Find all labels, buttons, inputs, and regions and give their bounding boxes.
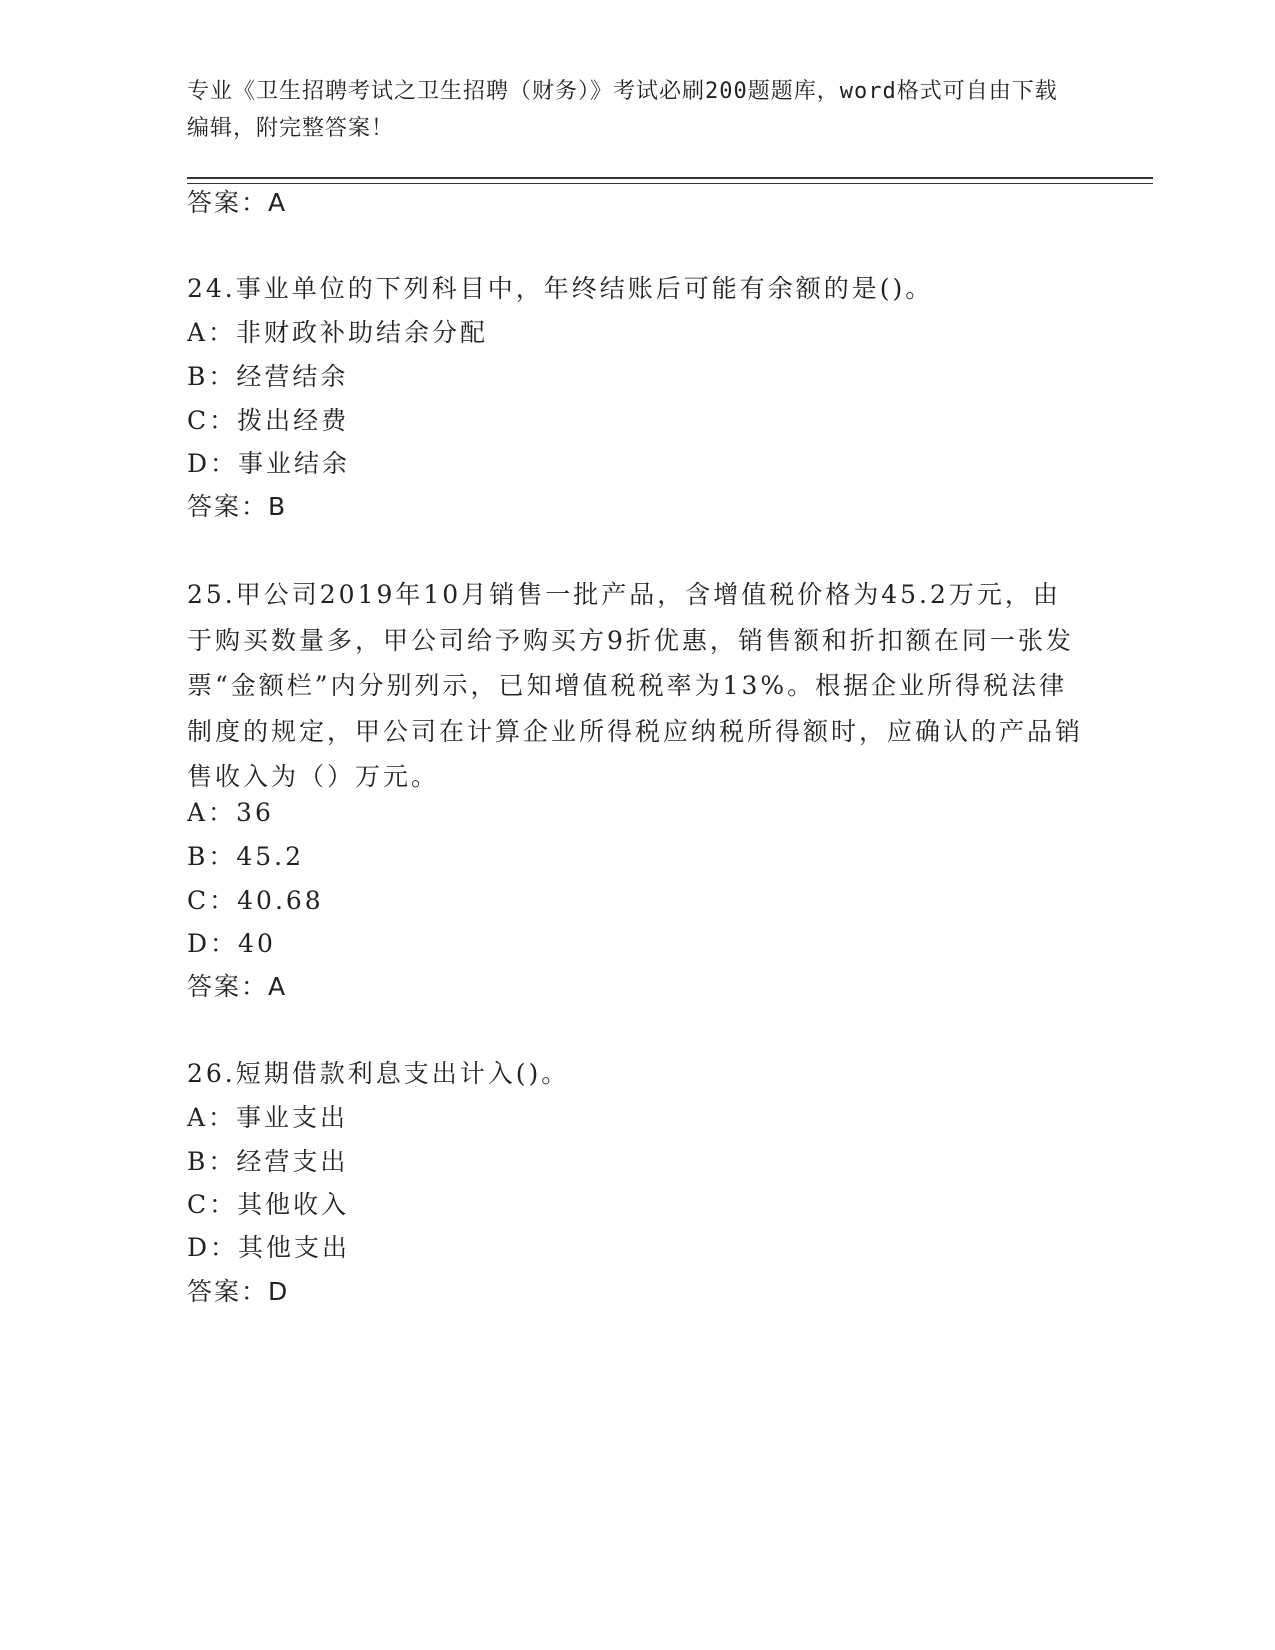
- header-divider-thin: [187, 183, 1153, 184]
- question-24-option-d: D：事业结余: [187, 449, 351, 478]
- question-24-option-c: C：拨出经费: [187, 406, 350, 435]
- question-25-option-b: B：45.2: [187, 842, 305, 871]
- question-24-answer: 答案：B: [187, 492, 288, 521]
- answer-23: 答案：A: [187, 188, 288, 217]
- question-26-option-b: B：经营支出: [187, 1147, 349, 1176]
- question-26-option-a: A：事业支出: [187, 1103, 349, 1132]
- question-26-stem: 26.短期借款利息支出计入()。: [187, 1059, 570, 1088]
- question-24-stem: 24.事业单位的下列科目中，年终结账后可能有余额的是()。: [187, 274, 934, 303]
- question-26-option-c: C：其他收入: [187, 1190, 350, 1219]
- question-26-option-d: D：其他支出: [187, 1233, 351, 1262]
- question-25-option-a: A：36: [187, 798, 274, 827]
- question-24-option-a: A：非财政补助结余分配: [187, 318, 489, 347]
- header-divider-thick: [187, 177, 1153, 179]
- question-24-option-b: B：经营结余: [187, 362, 349, 391]
- question-26-answer: 答案：D: [187, 1277, 290, 1306]
- question-25-option-c: C：40.68: [187, 886, 324, 915]
- question-25-stem: 25.甲公司2019年10月销售一批产品，含增值税价格为45.2万元，由于购买数量多，甲公司给予购买方9折优惠，销售额和折扣额在同一张发票“金额栏”内分别列示，已知增值税税率为13%。根据企业所得税法律制度的规定，甲公司在计算企业所得税应纳税所得额时，应确认的产品销售收入为（）万元。: [187, 580, 1084, 791]
- document-header: 专业《卫生招聘考试之卫生招聘（财务）》考试必刷200题题库，word格式可自由下载编辑，附完整答案！: [187, 79, 1058, 141]
- question-25-option-d: D：40: [187, 929, 276, 958]
- question-25-answer: 答案：A: [187, 972, 288, 1001]
